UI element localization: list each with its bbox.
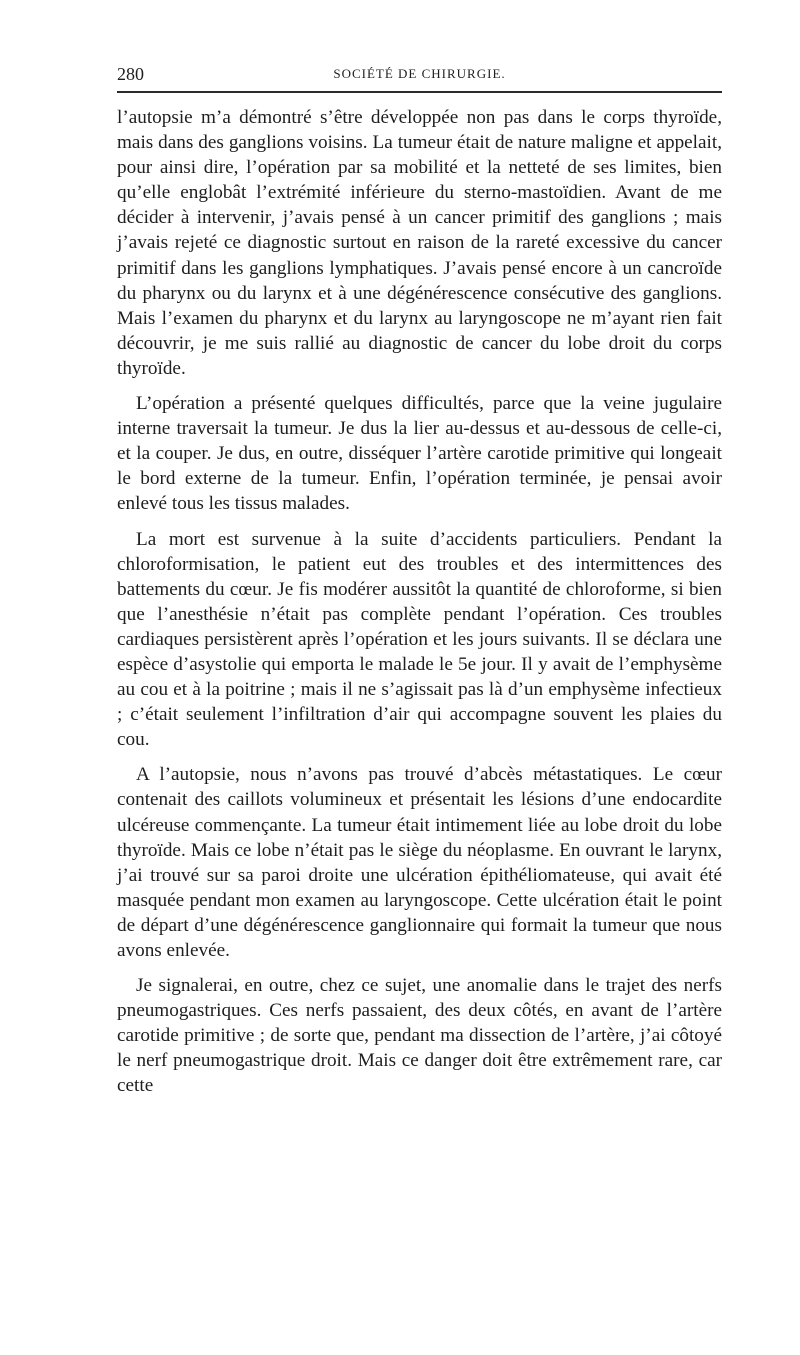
running-title: SOCIÉTÉ DE CHIRURGIE. <box>333 66 506 81</box>
page <box>117 56 722 1109</box>
header-rule <box>117 91 722 93</box>
paragraph: Je signalerai, en outre, chez ce sujet, une anomalie dans le trajet des nerfs pneumogastriques. Ces nerfs passaient, des deux côtés, en avant de l’artère carotide primitive ; de sorte que, pendant ma dissection de l’artère, j’ai côtoyé le nerf pneumogastrique droit. Mais ce danger doit être extrêmement rare, car cette <box>117 975 722 1097</box>
paragraph: L’opération a présenté quelques difficultés, parce que la veine jugulaire interne traversait la tumeur. Je dus la lier au-dessus et au-dessous de celle-ci, et la couper. Je dus, en outre, disséquer l’artère carotide primitive qui longeait le bord externe de la tumeur. Enfin, l’opération terminée, je pensai avoir enlevé tous les tissus malades. <box>117 393 722 515</box>
page-header <box>117 56 722 88</box>
paragraph: l’autopsie m’a démontré s’être développée non pas dans le corps thyroïde, mais dans des ganglions voisins. La tumeur était de nature maligne et appelait, pour ainsi dire, l’opération par sa mobilité et la netteté de ses limites, bien qu’elle englobât l’extrémité inférieure du sterno-mastoïdien. Avant de me décider à intervenir, j’avais pensé à un cancer primitif des ganglions ; mais j’avais rejeté ce diagnostic surtout en raison de la rareté excessive du cancer primitif dans les ganglions lymphatiques. J’avais pensé encore à un cancroïde du pharynx ou du larynx et à une dégénérescence consécutive des ganglions. Mais l’examen du pharynx et du larynx au laryngoscope ne m’ayant rien fait découvrir, je me suis rallié au diagnostic de cancer du lobe droit du corps thyroïde. <box>117 107 722 379</box>
paragraph: A l’autopsie, nous n’avons pas trouvé d’abcès métastatiques. Le cœur contenait des caillots volumineux et présentait les lésions d’une endocardite ulcéreuse commençante. La tumeur était intimement liée au lobe droit du lobe thyroïde. Mais ce lobe n’était pas le siège du néoplasme. En ouvrant le larynx, j’ai trouvé sur sa paroi droite une ulcération épithéliomateuse, qui avait été masquée pendant mon examen au laryngoscope. Cette ulcération était le point de départ d’une dégénérescence ganglionnaire qui formait la tumeur que nous avons enlevée. <box>117 764 722 961</box>
body-text <box>117 105 722 1099</box>
page-number: 280 <box>117 64 144 84</box>
paragraph: La mort est survenue à la suite d’accidents particuliers. Pendant la chloroformisation, le patient eut des troubles et des intermittences des battements du cœur. Je fis modérer aussitôt la quantité de chloroforme, si bien que l’anesthésie n’était pas complète pendant l’opération. Ces troubles cardiaques persistèrent après l’opération et les jours suivants. Il se déclara une espèce d’asystolie qui emporta le malade le 5e jour. Il y avait de l’emphysème au cou et à la poitrine ; mais il ne s’agissait pas là d’un emphysème infectieux ; c’était seulement l’infiltration d’air qui accompagne souvent les plaies du cou. <box>117 528 722 751</box>
